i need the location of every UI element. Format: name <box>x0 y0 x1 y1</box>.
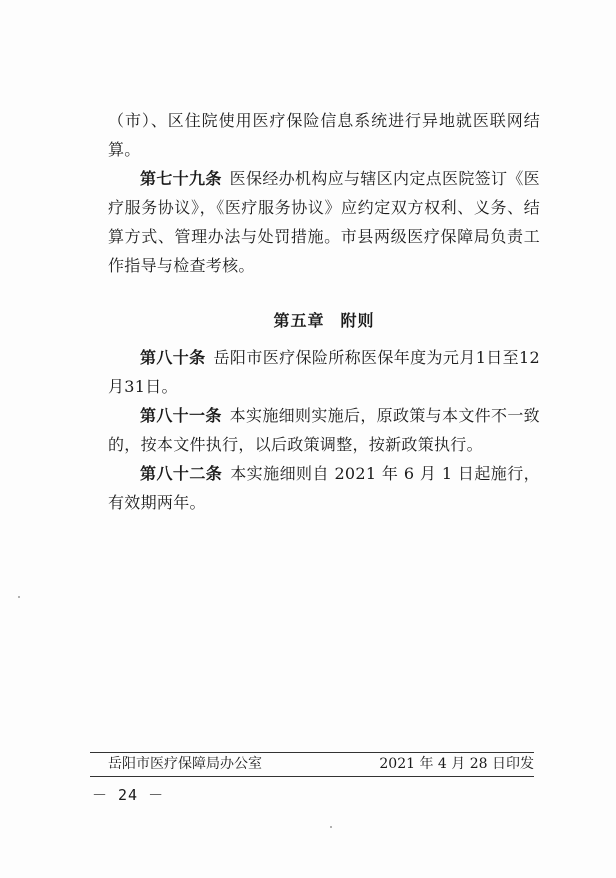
article-number: 第八十一条 <box>140 406 222 425</box>
article-text: 岳阳市医疗保险所称医保年度为元月1日至12月31日。 <box>108 348 540 396</box>
chapter-heading <box>108 306 540 335</box>
article-text: 本实施细则实施后，原政策与本文件不一致的，按本文件执行，以后政策调整，按新政策执行。 <box>108 406 540 454</box>
issue-date: 2021 年 4 月 28 日印发 <box>379 756 534 772</box>
footer-divider-top <box>90 752 534 753</box>
article-text: 本实施细则自 2021 年 6 月 1 日起施行，有效期两年。 <box>108 464 540 512</box>
article-79 <box>108 164 540 280</box>
scan-speck <box>18 596 20 598</box>
chapter-title: 附则 <box>340 311 375 330</box>
chapter-number: 第五章 <box>273 311 325 330</box>
article-80 <box>108 343 540 401</box>
article-text: 医保经办机构应与辖区内定点医院签订《医疗服务协议》，《医疗服务协议》应约定双方权利、义务、结算方式、管理办法与处罚措施。市县两级医疗保障局负责工作指导与检查考核。 <box>108 169 540 275</box>
footer-imprint <box>108 754 534 774</box>
issuer-name: 岳阳市医疗保障局办公室 <box>108 756 262 772</box>
body-content <box>108 106 540 517</box>
article-number: 第八十条 <box>140 348 206 367</box>
article-82 <box>108 459 540 517</box>
page-number: － 24 － <box>92 786 165 804</box>
article-number: 第七十九条 <box>140 169 222 188</box>
footer-divider-bottom <box>90 776 534 777</box>
article-number: 第八十二条 <box>140 464 223 483</box>
scan-speck <box>330 826 332 828</box>
article-81 <box>108 401 540 459</box>
paragraph-continuation: （市）、区住院使用医疗保险信息系统进行异地就医联网结算。 <box>108 111 540 159</box>
